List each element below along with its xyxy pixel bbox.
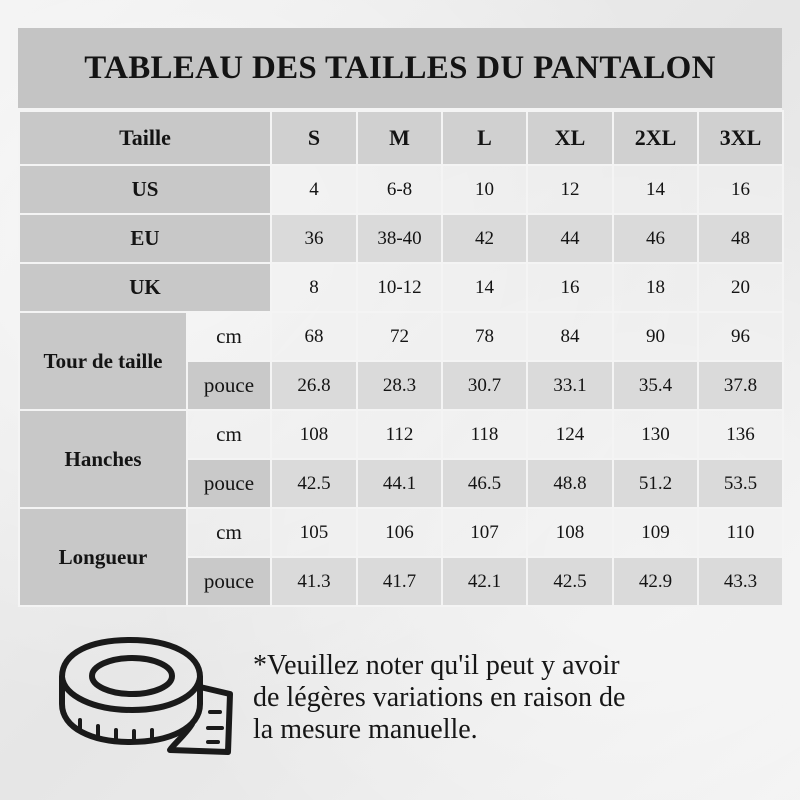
measure-row-length-cm — [19, 508, 783, 557]
table-cell: 16 — [698, 165, 783, 214]
unit-label: pouce — [187, 557, 271, 606]
unit-label: pouce — [187, 361, 271, 410]
unit-label: pouce — [187, 459, 271, 508]
size-header: 3XL — [698, 111, 783, 165]
table-cell: 12 — [527, 165, 613, 214]
unit-label: cm — [187, 312, 271, 361]
table-cell: 16 — [527, 263, 613, 312]
measure-row-hips-cm — [19, 410, 783, 459]
table-cell: 48.8 — [527, 459, 613, 508]
table-cell: 51.2 — [613, 459, 698, 508]
region-label: UK — [19, 263, 271, 312]
chart-title: TABLEAU DES TAILLES DU PANTALON — [18, 28, 782, 110]
table-cell: 10-12 — [357, 263, 442, 312]
note-line: *Veuillez noter qu'il peut y avoir — [253, 650, 620, 681]
table-cell: 46 — [613, 214, 698, 263]
table-cell: 33.1 — [527, 361, 613, 410]
region-row-uk — [19, 263, 783, 312]
table-cell: 48 — [698, 214, 783, 263]
table-cell: 90 — [613, 312, 698, 361]
table-cell: 14 — [442, 263, 527, 312]
measure-label: Longueur — [19, 508, 187, 606]
table-cell: 8 — [271, 263, 357, 312]
table-cell: 72 — [357, 312, 442, 361]
table-cell: 36 — [271, 214, 357, 263]
table-cell: 109 — [613, 508, 698, 557]
table-cell: 43.3 — [698, 557, 783, 606]
table-cell: 42.5 — [271, 459, 357, 508]
table-cell: 42.9 — [613, 557, 698, 606]
table-cell: 110 — [698, 508, 783, 557]
note-line: la mesure manuelle. — [253, 714, 478, 745]
table-cell: 18 — [613, 263, 698, 312]
region-row-us — [19, 165, 783, 214]
measure-row-waist-cm — [19, 312, 783, 361]
unit-label: cm — [187, 508, 271, 557]
unit-label: cm — [187, 410, 271, 459]
table-cell: 106 — [357, 508, 442, 557]
table-cell: 26.8 — [271, 361, 357, 410]
disclaimer-note — [253, 650, 773, 746]
table-cell: 46.5 — [442, 459, 527, 508]
measure-label: Hanches — [19, 410, 187, 508]
size-table — [18, 110, 784, 607]
table-cell: 130 — [613, 410, 698, 459]
header-row — [19, 111, 783, 165]
table-cell: 41.3 — [271, 557, 357, 606]
table-cell: 4 — [271, 165, 357, 214]
table-cell: 10 — [442, 165, 527, 214]
measure-label: Tour de taille — [19, 312, 187, 410]
table-cell: 37.8 — [698, 361, 783, 410]
table-cell: 105 — [271, 508, 357, 557]
table-cell: 53.5 — [698, 459, 783, 508]
size-header: 2XL — [613, 111, 698, 165]
table-cell: 96 — [698, 312, 783, 361]
table-cell: 38-40 — [357, 214, 442, 263]
size-header: L — [442, 111, 527, 165]
table-cell: 14 — [613, 165, 698, 214]
table-cell: 6-8 — [357, 165, 442, 214]
table-cell: 68 — [271, 312, 357, 361]
size-header: M — [357, 111, 442, 165]
table-cell: 28.3 — [357, 361, 442, 410]
table-cell: 78 — [442, 312, 527, 361]
size-chart — [18, 28, 782, 607]
table-cell: 108 — [271, 410, 357, 459]
table-cell: 112 — [357, 410, 442, 459]
table-cell: 136 — [698, 410, 783, 459]
table-cell: 42 — [442, 214, 527, 263]
table-cell: 44 — [527, 214, 613, 263]
size-header: S — [271, 111, 357, 165]
table-cell: 42.1 — [442, 557, 527, 606]
region-label: EU — [19, 214, 271, 263]
table-cell: 124 — [527, 410, 613, 459]
note-line: de légères variations en raison de — [253, 682, 626, 713]
table-cell: 35.4 — [613, 361, 698, 410]
region-label: US — [19, 165, 271, 214]
measuring-tape-icon — [52, 632, 237, 762]
table-cell: 108 — [527, 508, 613, 557]
table-cell: 84 — [527, 312, 613, 361]
table-cell: 107 — [442, 508, 527, 557]
table-cell: 30.7 — [442, 361, 527, 410]
size-header: XL — [527, 111, 613, 165]
table-cell: 41.7 — [357, 557, 442, 606]
table-cell: 20 — [698, 263, 783, 312]
table-cell: 42.5 — [527, 557, 613, 606]
header-label: Taille — [19, 111, 271, 165]
table-cell: 44.1 — [357, 459, 442, 508]
region-row-eu — [19, 214, 783, 263]
table-cell: 118 — [442, 410, 527, 459]
